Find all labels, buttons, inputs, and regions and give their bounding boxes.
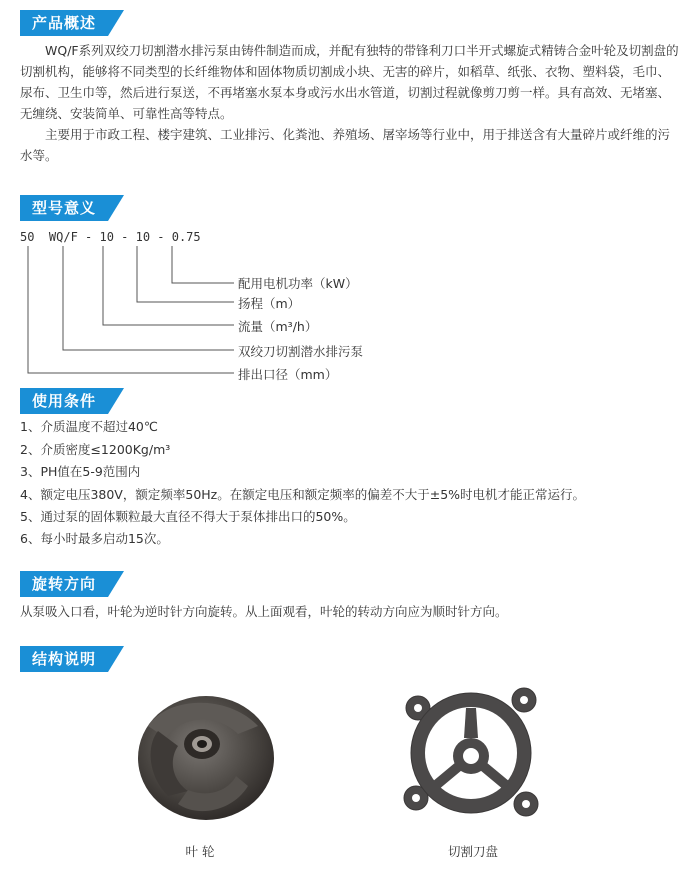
model-label-head: 扬程（m） <box>238 296 301 311</box>
section-title: 使用条件 <box>20 388 108 414</box>
model-label-pump-type: 双绞刀切割潜水排污泵 <box>238 344 364 359</box>
condition-item: 2、介质密度≤1200Kg/m³ <box>20 442 171 457</box>
cutting-plate-image <box>396 678 546 828</box>
condition-item: 1、介质温度不超过40℃ <box>20 419 158 434</box>
cutting-plate-caption: 切割刀盘 <box>447 844 498 859</box>
section-header-rotation <box>20 571 124 597</box>
condition-item: 4、额定电压380V，额定频率50Hz。在额定电压和额定频率的偏差不大于±5%时电机才能正常运行。 <box>20 487 586 502</box>
section-header-conditions <box>20 388 124 414</box>
model-label-outlet: 排出口径（mm） <box>238 367 338 382</box>
model-label-power: 配用电机功率（kW） <box>238 276 358 291</box>
section-title: 产品概述 <box>20 10 108 36</box>
overview-paragraph-1: WQ/F系列双绞刀切割潜水排污泵由铸件制造而成，并配有独特的带锋利刀口半开式螺旋式精铸合金叶轮及切割盘的切割机构，能够将不同类型的长纤维物体和固体物质切割成小块、无害的碎片，如稻草、纸张、衣物、塑料袋，毛巾、尿布、卫生巾等，然后进行泵送，不再堵塞水泵本身或污水出水管道，切割过程就像剪刀剪一样。具有高效、无堵塞、无缠绕、安装简单、可靠性高等特点。 <box>20 43 679 121</box>
condition-item: 5、通过泵的固体颗粒最大直径不得大于泵体排出口的50%。 <box>20 509 356 524</box>
model-code: 50 WQ/F - 10 - 10 - 0.75 <box>20 230 201 244</box>
overview-paragraph-2: 主要用于市政工程、楼宇建筑、工业排污、化粪池、养殖场、屠宰场等行业中，用于排送含有大量碎片或纤维的污水等。 <box>20 127 671 163</box>
impeller-image <box>128 686 278 826</box>
condition-item: 6、每小时最多启动15次。 <box>20 531 169 546</box>
section-title: 旋转方向 <box>20 571 108 597</box>
impeller-caption: 叶 轮 <box>185 844 215 859</box>
rotation-text: 从泵吸入口看，叶轮为逆时针方向旋转。从上面观看，叶轮的转动方向应为顺时针方向。 <box>20 604 508 619</box>
section-title: 型号意义 <box>20 195 108 221</box>
section-header-structure <box>20 646 124 672</box>
condition-item: 3、PH值在5-9范围内 <box>20 464 141 479</box>
section-title: 结构说明 <box>20 646 108 672</box>
model-label-flow: 流量（m³/h） <box>238 319 318 334</box>
